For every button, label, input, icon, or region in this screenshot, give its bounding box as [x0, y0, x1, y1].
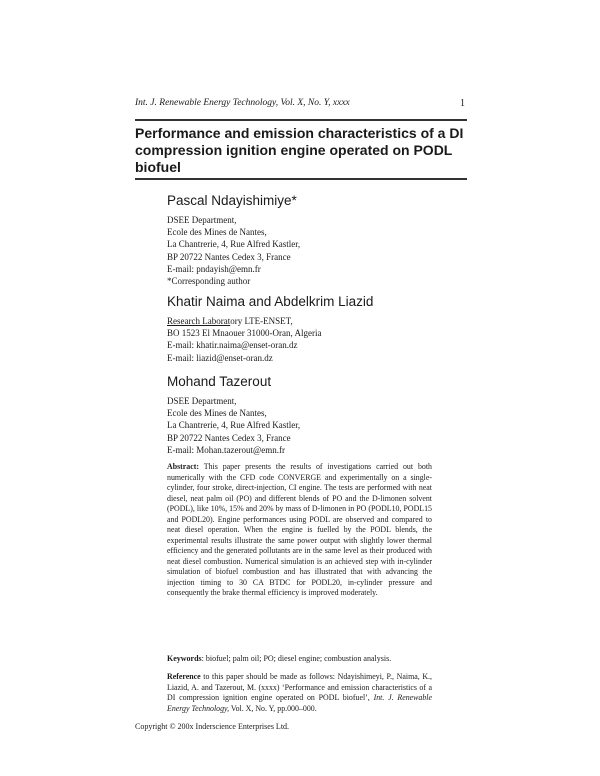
author-affiliation-2: [167, 315, 321, 364]
page-number: 1: [460, 98, 465, 109]
affiliation-line: [167, 315, 321, 327]
author-email: E-mail: pndayish@emn.fr: [167, 263, 261, 274]
title-rule: [135, 178, 467, 180]
keywords-text: : biofuel; palm oil; PO; diesel engine; combustion analysis.: [201, 654, 392, 663]
paper-title: Performance and emission characteristics of a DI compression ignition engine operated on PODL biofuel: [135, 125, 464, 175]
affiliation-line: DSEE Department,: [167, 396, 237, 406]
affiliation-line: Ecole des Mines de Nantes,: [167, 408, 267, 419]
affiliation-line: BP 20722 Nantes Cedex 3, France: [167, 251, 291, 262]
copyright: Copyright © 200x Inderscience Enterprises Ltd.: [135, 722, 290, 731]
reference-label: Reference: [167, 672, 201, 681]
author-name-3: Mohand Tazerout: [167, 374, 272, 389]
affiliation-line: La Chantrerie, 4, Rue Alfred Kastler,: [167, 420, 301, 431]
affiliation-line: BO 1523 El Mnaouer 31000-Oran, Algeria: [167, 328, 322, 339]
affiliation-line-rest: ory LTE-ENSET,: [230, 316, 293, 326]
reference-text: to this paper should be made as follows: Ndayishimeyi, P., Naima, K., Liazid, A. and Tazerout, M. (xxxx) ‘Performance and emission characteristics of a DI compression ignition engine operated on PODL biofuel’,: [167, 672, 432, 702]
reference-journal: Int. J. Renewable Energy Technology,: [167, 693, 433, 713]
author-email: E-mail: liazid@enset-oran.dz: [167, 352, 273, 363]
abstract-label: Abstract:: [167, 462, 199, 471]
abstract-text: This paper presents the results of investigations carried out both numerically with the CFD code CONVERGE and experimentally on a single-cylinder, four stroke, direct-injection, CI engine. The tests are performed with neat diesel, neat palm oil (PO) and different blends of PO and the D-limonen solvent (PODL), like 10%, 15% and 20% by mass of D-limonen in PO (PODL10, PODL15 and PODL20). Engine performances using PODL are observed and compared to neat diesel operation. When the engine is fuelled by the PODL blends, the experimental results illustrate the same power output with slightly lower thermal efficiency and the generated pollutants are in the same level as their produced with neat diesel combustion. Numerical simulation is an achieved step with in-cylinder simulation of biofuel combustion and has illustrated that with advancing the injection timing to 30 CA BTDC for PODL20, in-cylinder pressure and consequently the brake thermal efficiency is improved moderately.: [167, 462, 432, 597]
research-lab-link[interactable]: Research Laborat: [167, 316, 231, 326]
author-email: E-mail: Mohan.tazerout@emn.fr: [167, 444, 285, 455]
keywords-label: Keywords: [167, 654, 202, 663]
running-header: Int. J. Renewable Energy Technology, Vol. X, No. Y, xxxx: [135, 98, 350, 108]
affiliation-line: DSEE Department,: [167, 215, 237, 225]
author-affiliation-3: [167, 395, 300, 456]
affiliation-line: La Chantrerie, 4, Rue Alfred Kastler,: [167, 239, 301, 250]
affiliation-line: BP 20722 Nantes Cedex 3, France: [167, 432, 291, 443]
header-rule: [135, 119, 467, 121]
reference-volume: Vol. X, No. Y, pp.000–000.: [229, 703, 317, 713]
keywords: [167, 654, 432, 665]
author-affiliation-1: [167, 214, 300, 287]
author-name-2: Khatir Naima and Abdelkrim Liazid: [167, 294, 374, 309]
author-email: E-mail: khatir.naima@enset-oran.dz: [167, 340, 298, 351]
abstract: [167, 462, 432, 599]
reference-note: [167, 672, 432, 714]
affiliation-line: Ecole des Mines de Nantes,: [167, 227, 267, 238]
corresponding-note: *Corresponding author: [167, 276, 251, 287]
author-name-1: Pascal Ndayishimiye*: [167, 193, 297, 208]
